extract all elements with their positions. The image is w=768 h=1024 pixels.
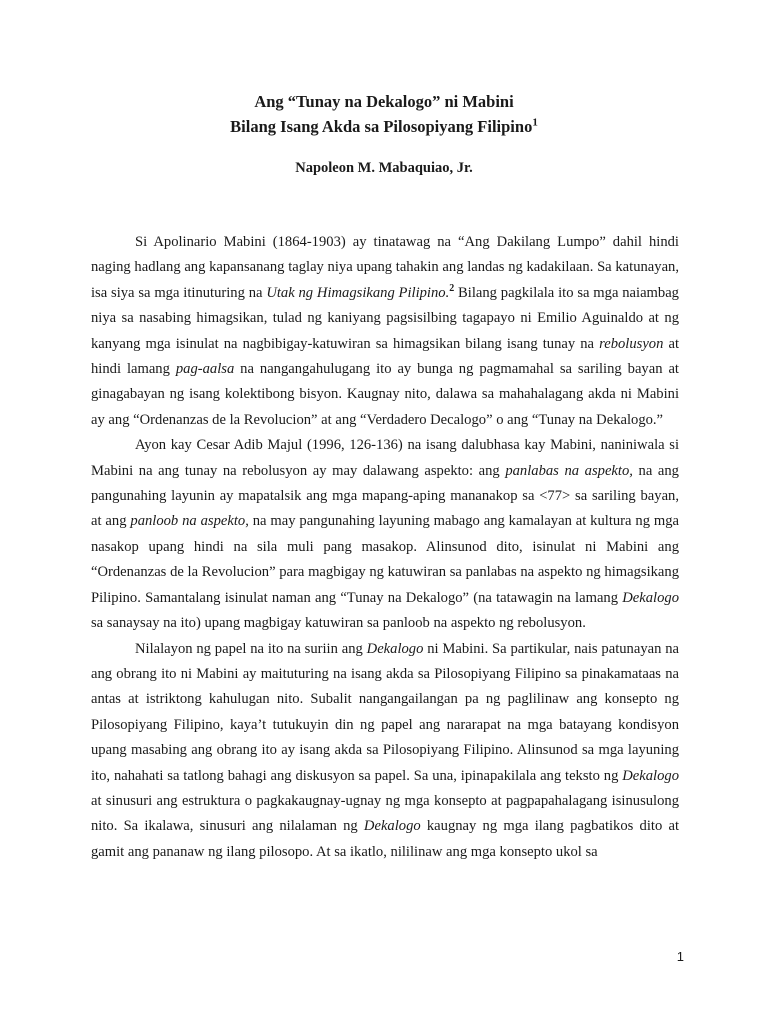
paragraph-text: na ang pangunahing layunin ay mapatalsik ang mga mapang-aping mananakop sa <77> sa sariling bayan, at ang bbox=[91, 462, 679, 530]
author-name: Napoleon M. Mabaquiao, Jr. bbox=[295, 160, 473, 176]
emphasis-text: Dekalogo bbox=[363, 818, 421, 835]
paragraph-text: , na may pangunahing layuning mabago ang kamalayan at kultura ng mga nasakop upang hindi na sila muli pang masakop. Alinsunod dito, isinulat ni Mabini ang “Ordenanzas de la Revolucion” para magbigay ng katuwiran sa panlabas na aspekto ng himagsikang Pilipino. Samantalang isinulat naman ang “Tunay na Dekalogo” (na tatawagin na lamang bbox=[91, 513, 680, 606]
paragraph-text: at sinusuri ang estruktura o pagkakaugnay-ugnay ng mga konsepto at pagpapahalagang isinusulong nito. Sa ikalawa, sinusuri ang nilalaman ng bbox=[91, 792, 679, 835]
emphasis-text: panloob na aspekto bbox=[130, 513, 246, 530]
paragraph-text: sa sanaysay na ito) upang magbigay katuwiran sa panloob na aspekto ng rebolusyon. bbox=[91, 615, 586, 632]
paragraph-text: Bilang pagkilala ito sa mga naiambag niya sa nasabing himagsikan, tulad ng kaniyang pagsisilbing tagapayo ni Emilio Aguinaldo at ng kanyang mga isinulat na nagbibigay-katuwiran sa himagsikan bilang isang tunay na bbox=[91, 284, 679, 352]
paragraph-text: ni Mabini. Sa partikular, nais patunayan na ang obrang ito ni Mabini ay maituturing na isang akda sa Pilosopiyang Filipino sa pinakamataas na antas at istriktong kahulugan nito. Subalit nangangailangan pa ng paglilinaw ang konsepto ng Pilosopiyang Filipino, kaya’t tutukuyin din ng papel ang nararapat na mga batayang kondisyon upang masabing ang obrang ito ay isang akda sa Pilosopiyang Filipino. Alinsunod sa mga layuning ito, nahahati sa tatlong bahagi ang diskusyon sa papel. Sa una, ipinapakilala ang teksto ng bbox=[91, 640, 680, 784]
paragraph-1 bbox=[91, 230, 679, 433]
paragraph-text: kaugnay ng mga ilang pagbatikos dito at gamit ang pananaw ng ilang pilosopo. At sa ikatlo, nililinaw ang mga konsepto ukol sa bbox=[91, 818, 679, 860]
title-line-2 bbox=[0, 114, 768, 139]
footnote-marker: 2 bbox=[449, 282, 455, 294]
paragraph-text: Si Apolinario Mabini (1864-1903) ay tinatawag na “Ang Dakilang Lumpo” dahil hindi naging hadlang ang kapansanang taglay niya upang tahakin ang landas ng kadakilaan. Sa katunayan, isa siya sa mga itinuturing na bbox=[91, 234, 679, 301]
title-footnote-marker: 1 bbox=[532, 116, 538, 129]
paragraph-text: at hindi lamang bbox=[91, 335, 679, 378]
emphasis-text: Dekalogo bbox=[366, 640, 424, 657]
document-body bbox=[91, 230, 679, 865]
emphasis-text: panlabas na aspekto, bbox=[505, 462, 633, 479]
title-line-1: Ang “Tunay na Dekalogo” ni Mabini bbox=[254, 92, 514, 111]
paragraph-3 bbox=[91, 637, 679, 866]
emphasis-text: Dekalogo bbox=[622, 589, 679, 606]
document-title bbox=[0, 89, 768, 139]
emphasis-text: rebolusyon bbox=[599, 335, 664, 352]
emphasis-text: pag-aalsa bbox=[175, 361, 235, 378]
paragraph-text: Ayon kay Cesar Adib Majul (1996, 126-136) na isang dalubhasa kay Mabini, naniniwala si Mabini na ang tunay na rebolusyon ay may dalawang aspekto: ang bbox=[91, 437, 679, 479]
paragraph-text: Nilalayon ng papel na ito na suriin ang bbox=[135, 640, 367, 657]
paragraph-2 bbox=[91, 433, 679, 636]
emphasis-text: Utak ng Himagsikang Pilipino. bbox=[266, 284, 450, 301]
emphasis-text: Dekalogo bbox=[622, 767, 679, 784]
paragraph-text: na nangangahulugang ito ay bunga ng pagmamahal sa sariling bayan at ginagabayan ng isang kolektibong bisyon. Kaugnay nito, dalawa sa mahahalagang akda ni Mabini ay ang “Ordenanzas de la Revolucion” at ang “Verdadero Decalogo” o ang “Tunay na Dekalogo.” bbox=[91, 361, 679, 428]
title-line-2-text: Bilang Isang Akda sa Pilosopiyang Filipino bbox=[230, 117, 533, 136]
page-number: 1 bbox=[676, 949, 684, 964]
